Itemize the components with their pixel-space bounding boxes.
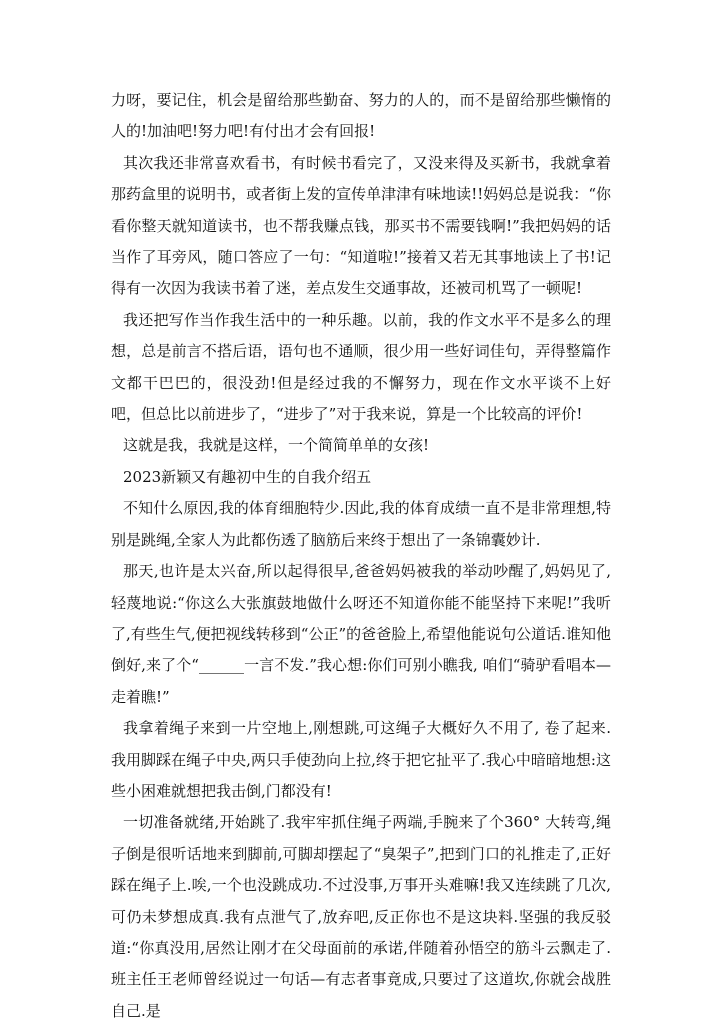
- paragraph-writing-hobby: 我还把写作当作我生活中的一种乐趣。以前，我的作文水平不是多么的理想，总是前言不搭后语，语句也不通顺，很少用一些好词佳句，弄得整篇作文都干巴巴的，很没劲!但是经过我的不懈努力，现在作文水平谈不上好吧，但总比以前进步了，“进步了”对于我来说，算是一个比较高的评价!: [111, 310, 611, 424]
- paragraph-that-day: 那天,也许是太兴奋,所以起得很早,爸爸妈妈被我的举动吵醒了,妈妈见了,轻蔑地说:“你这么大张旗鼓地做什么呀还不知道你能不能坚持下来呢!”我听了,有些生气,便把视线转移到“公正”的爸爸脸上,希望他能说句公道话.谁知他倒好,来了个“______一言不发.”我心想:你们可别小瞧我, 咱们“骑驴看唱本—走着瞧!”: [111, 562, 611, 706]
- paragraph-jumping: 一切准备就绪,开始跳了.我牢牢抓住绳子两端,手腕来了个360° 大转弯,绳子倒是很听话地来到脚前,可脚却摆起了“臭架子”,把到门口的礼推走了,正好踩在绳子上.唉,一个也没跳成功.不过没事,万事开头难嘛!我又连续跳了几次,可仍未梦想成真.我有点泄气了,放弃吧,反正你也不是这块料.坚强的我反驳道:“你真没用,居然让刚才在父母面前的承诺,伴随着孙悟空的筋斗云飘走了.班主任王老师曾经说过一句话—有志者事竟成,只要过了这道坎,你就会战胜自己.是: [111, 813, 611, 1020]
- document-body: [111, 85, 611, 1027]
- paragraph-rope-setup: 我拿着绳子来到一片空地上,刚想跳,可这绳子大概好久不用了, 卷了起来.我用脚踩在绳子中央,两只手使劲向上拉,终于把它扯平了.我心中暗暗地想:这些小困难就想把我击倒,门都没有!: [111, 719, 611, 800]
- paragraph-reading-hobby: 其次我还非常喜欢看书，有时候书看完了，又没来得及买新书，我就拿着那药盒里的说明书，或者街上发的宣传单津津有味地读!!妈妈总是说我：“你看你整天就知道读书，也不帮我赚点钱，那买书不需要钱啊!”我把妈妈的话当作了耳旁风，随口答应了一句：“知道啦!”接着又若无其事地读上了书!记得有一次因为我读书着了迷，差点发生交通事故，还被司机骂了一顿呢!: [111, 153, 611, 298]
- paragraph-sports-intro: 不知什么原因,我的体育细胞特少.因此,我的体育成绩一直不是非常理想,特别是跳绳,全家人为此都伤透了脑筋后来终于想出了一条锦囊妙计.: [111, 499, 611, 549]
- section-heading: 2023新颖又有趣初中生的自我介绍五: [123, 467, 372, 486]
- paragraph-continuation: 力呀，要记住，机会是留给那些勤奋、努力的人的，而不是留给那些懒惰的人的!加油吧!努力吧!有付出才会有回报!: [111, 91, 611, 141]
- paragraph-conclusion: 这就是我，我就是这样，一个简简单单的女孩!: [123, 436, 430, 455]
